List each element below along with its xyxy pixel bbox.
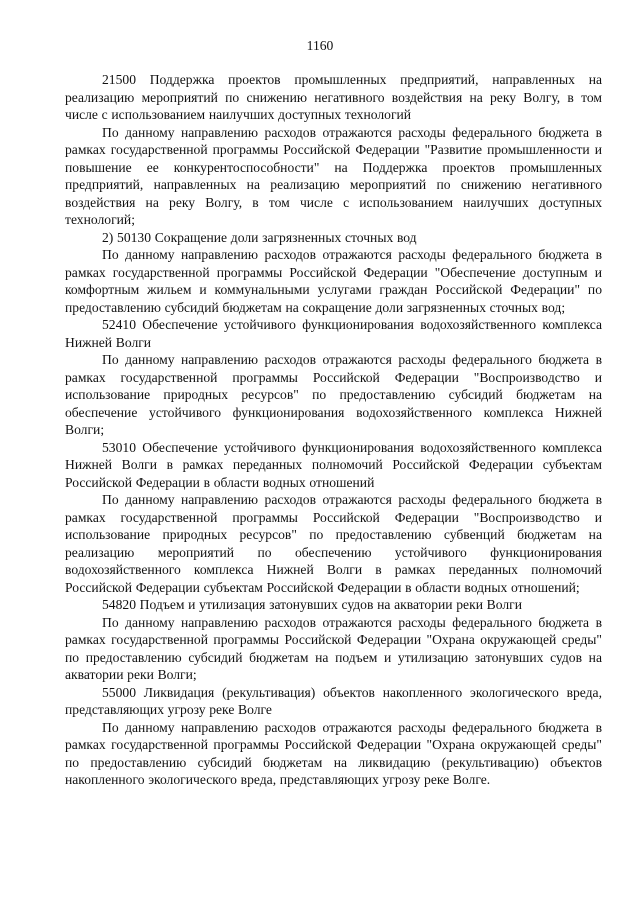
paragraph-54820-heading: 54820 Подъем и утилизация затонувших судов на акватории реки Волги — [102, 597, 522, 612]
paragraph-21500-heading: 21500 Поддержка проектов промышленных предприятий, направленных на реализацию мероприятий по снижению негативного воздействия на реку Волгу, в том числе с использованием наилучших доступных технологий — [65, 72, 602, 122]
document-body — [65, 71, 602, 789]
paragraph-55000-description: По данному направлению расходов отражаются расходы федерального бюджета в рамках государственной программы Российской Федерации "Охрана окружающей среды" по предоставлению субсидий бюджетам на ликвидацию (рекультивацию) объектов накопленного экологического вреда, представляющих угрозу реке Волге. — [65, 719, 602, 787]
paragraph-50130-description: По данному направлению расходов отражаются расходы федерального бюджета в рамках государственной программы Российской Федерации "Обеспечение доступным и комфортным жильем и коммунальными услугами граждан Российской Федерации" по предоставлению субсидий бюджетам на сокращение доли загрязненных сточных вод; — [65, 247, 602, 315]
paragraph-50130-heading: 2) 50130 Сокращение доли загрязненных сточных вод — [102, 229, 417, 245]
paragraph-55000-heading: 55000 Ликвидация (рекультивация) объектов накопленного экологического вреда, представляющих угрозу реке Волге — [65, 684, 602, 717]
paragraph-53010-heading: 53010 Обеспечение устойчивого функционирования водохозяйственного комплекса Нижней Волги в рамках переданных полномочий Российской Федерации субъектам Российской Федерации в области водных отношений — [65, 439, 602, 490]
page-number: 1160 — [306, 38, 334, 53]
paragraph-52410-description: По данному направлению расходов отражаются расходы федерального бюджета в рамках государственной программы Российской Федерации "Воспроизводство и использование природных ресурсов" по предоставлению субсидий бюджетам на обеспечение устойчивого функционирования водохозяйственного комплекса Нижней Волги; — [65, 352, 602, 437]
paragraph-54820-description: По данному направлению расходов отражаются расходы федерального бюджета в рамках государственной программы Российской Федерации "Охрана окружающей среды" по предоставлению субсидий бюджетам на подъем и утилизацию затонувших судов на акватории реки Волги; — [65, 614, 602, 682]
paragraph-52410-heading: 52410 Обеспечение устойчивого функционирования водохозяйственного комплекса Нижней Волги — [65, 317, 602, 350]
paragraph-53010-description: По данному направлению расходов отражаются расходы федерального бюджета в рамках государственной программы Российской Федерации "Воспроизводство и использование природных ресурсов" по предоставлению субвенций бюджетам на реализацию мероприятий по обеспечению устойчивого функционирования водохозяйственного комплекса Нижней Волги в рамках переданных полномочий Российской Федерации субъектам Российской Федерации в области водных отношений; — [65, 492, 602, 595]
paragraph-21500-description: По данному направлению расходов отражаются расходы федерального бюджета в рамках государственной программы Российской Федерации "Развитие промышленности и повышение ее конкурентоспособности" на Поддержка проектов промышленных предприятий, направленных на реализацию мероприятий по снижению негативного воздействия на реку Волгу, в том числе с использованием наилучших доступных технологий; — [65, 124, 602, 227]
